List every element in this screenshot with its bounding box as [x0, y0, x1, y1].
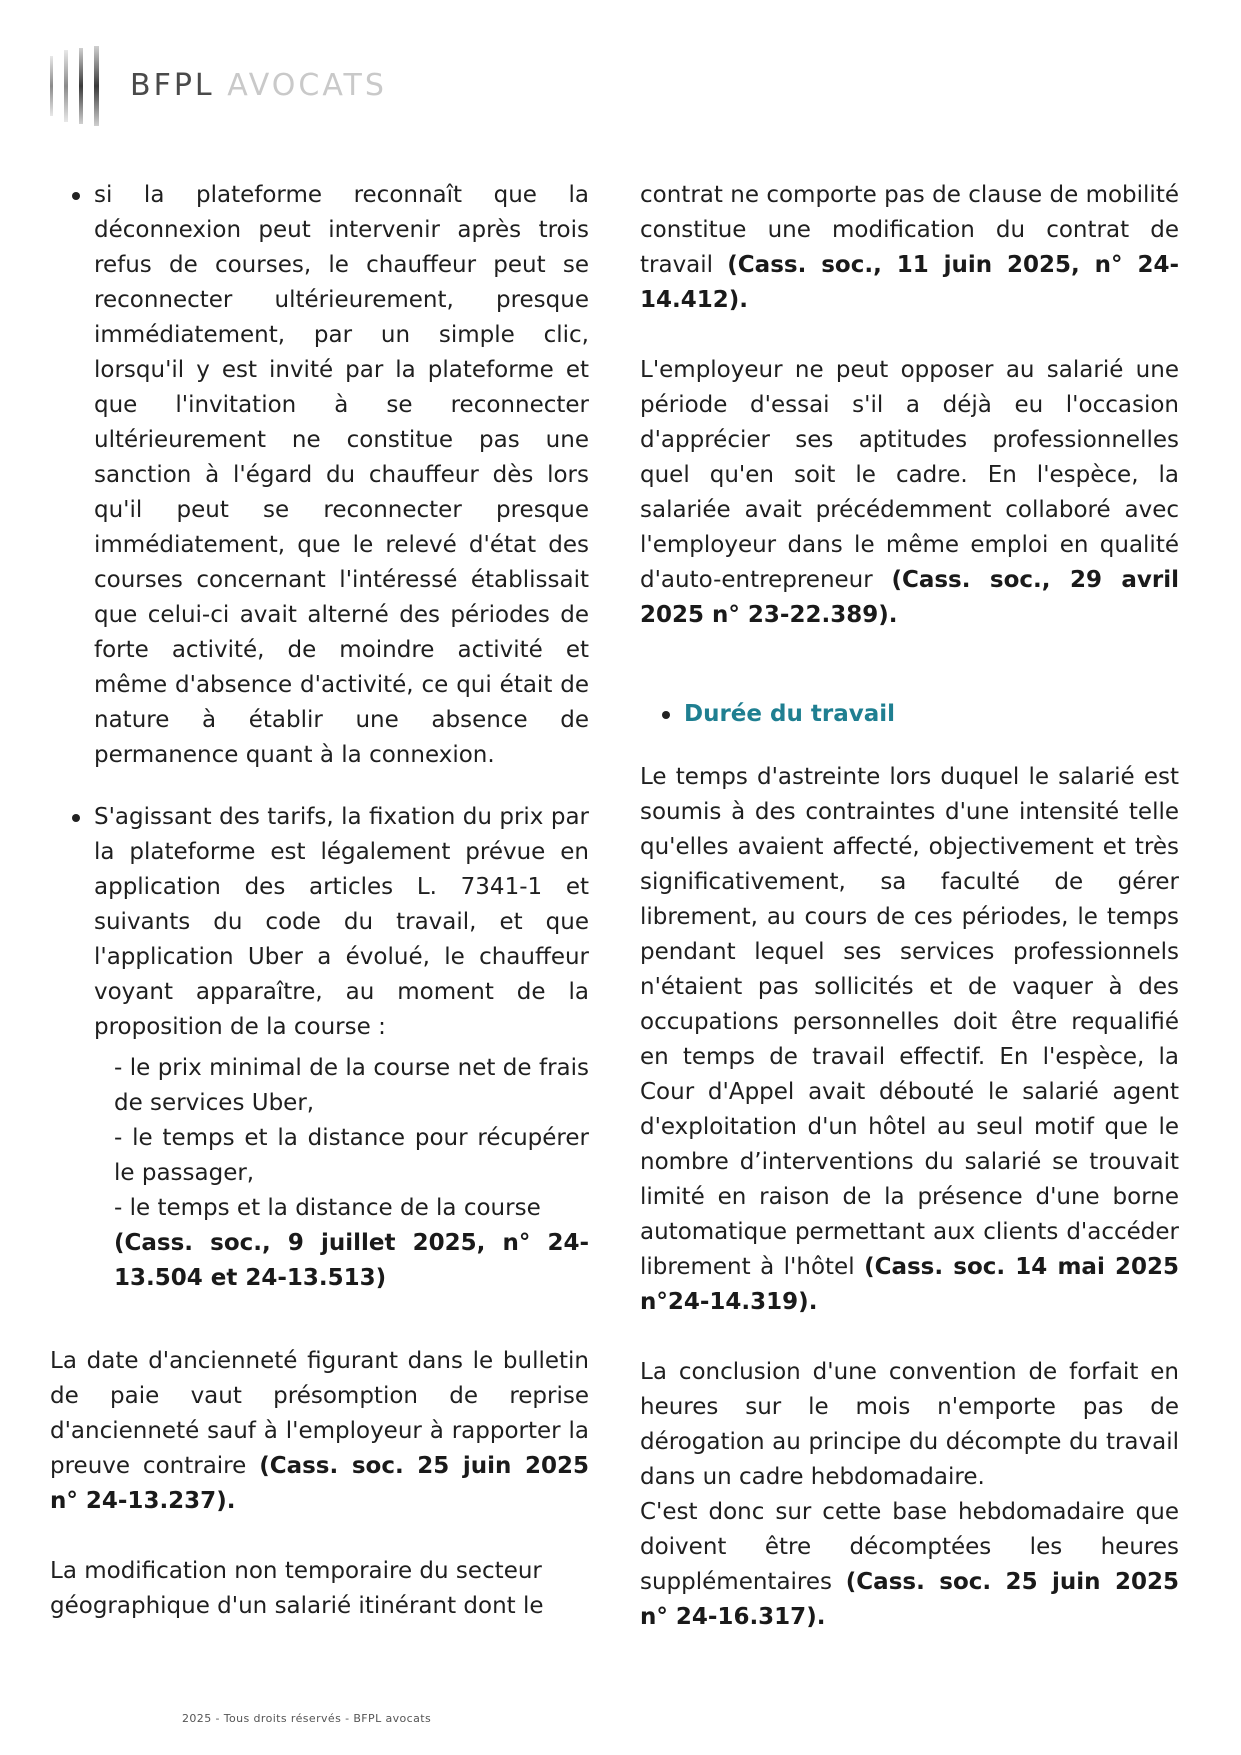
paragraph-mobilite-text: contrat ne comporte pas de clause de mobilité constitue une modification du contrat de travail [640, 182, 1179, 278]
logo-bars-icon [48, 46, 110, 126]
paragraph-mobilite [640, 178, 1179, 318]
sub-item-course: - le temps et la distance de la course [114, 1195, 541, 1221]
paragraph-secteur [50, 1554, 589, 1624]
sub-item-course-ref [114, 1226, 589, 1296]
logo-bfpl: BFPL [130, 68, 215, 103]
citation-heures-sup: (Cass. soc. 25 juin 2025 n° 24-16.317). [640, 1569, 1179, 1630]
citation-astreinte: (Cass. soc. 14 mai 2025 n°24-14.319). [640, 1254, 1179, 1315]
logo-avocats: AVOCATS [227, 68, 387, 103]
sub-item-passager: - le temps et la distance pour récupérer le passager, [114, 1125, 589, 1186]
citation-mobilite: (Cass. soc., 11 juin 2025, n° 24-14.412). [640, 252, 1180, 313]
right-column [640, 178, 1179, 1635]
left-column [50, 178, 589, 1624]
firm-logo [48, 46, 408, 126]
logo-wordmark [130, 68, 387, 103]
bullet-tarifs [50, 800, 589, 1045]
paragraph-heures-sup [640, 1495, 1179, 1635]
sub-item-prix: - le prix minimal de la course net de frais de services Uber, [114, 1055, 589, 1116]
tarifs-sublist [50, 1051, 589, 1296]
paragraph-anciennete [50, 1344, 589, 1519]
paragraph-forfait [640, 1355, 1179, 1495]
bullet-dot-icon [662, 711, 670, 719]
paragraph-heures-sup-text: C'est donc sur cette base hebdomadaire que doivent être décomptées les heures supplémentaires [640, 1499, 1179, 1595]
bullet-dot-icon [72, 192, 80, 200]
bullet-deconnexion-text: si la plateforme reconnaît que la déconnexion peut intervenir après trois refus de courses, le chauffeur peut se reconnecter ultérieurement, presque immédiatement, par un simple clic, lorsqu'il y est invité par la plateforme et que l'invitation à se reconnecter ultérieurement ne constitue pas une sanction à l'égard du chauffeur dès lors qu'il peut se reconnecter presque immédiatement, que le relevé d'état des courses concernant l'intéressé établissait que celui-ci avait alterné des périodes de forte activité, de moindre activité et même d'absence d'activité, ce qui était de nature à établir une absence de permanence quant à la connexion. [94, 182, 589, 768]
paragraph-astreinte-text: Le temps d'astreinte lors duquel le salarié est soumis à des contraintes d'une intensité telle qu'elles avaient affecté, objectivement et très significativement, sa faculté de gérer librement, au cours de ces périodes, le temps pendant lequel ses services professionnels n'étaient pas sollicités et de vaquer à des occupations personnelles doit être requalifié en temps de travail effectif. En l'espèce, la Cour d'Appel avait débouté le salarié agent d'exploitation d'un hôtel au seul motif que le nombre d’interventions du salarié se trouvait limité en raison de la présence d'une borne automatique permettant aux clients d'accéder librement à l'hôtel [640, 764, 1179, 1280]
section-duree-travail [640, 697, 1179, 732]
paragraph-anciennete-text: La date d'ancienneté figurant dans le bulletin de paie vaut présomption de reprise d'ancienneté sauf à l'employeur à rapporter la preuve contraire [50, 1348, 589, 1479]
citation-periode-essai: (Cass. soc., 29 avril 2025 n° 23-22.389). [640, 567, 1179, 628]
paragraph-forfait-text: La conclusion d'une convention de forfait en heures sur le mois n'emporte pas de dérogation au principe du décompte du travail dans un cadre hebdomadaire. [640, 1359, 1179, 1490]
uber-bullets [50, 178, 589, 1045]
page-footer: 2025 - Tous droits réservés - BFPL avocats [182, 1712, 432, 1725]
paragraph-periode-essai [640, 353, 1179, 633]
citation-anciennete: (Cass. soc. 25 juin 2025 n° 24-13.237). [50, 1453, 589, 1514]
bullet-tarifs-text: S'agissant des tarifs, la fixation du prix par la plateforme est légalement prévue en application des articles L. 7341-1 et suivants du code du travail, et que l'application Uber a évolué, le chauffeur voyant apparaître, au moment de la proposition de la course : [94, 804, 589, 1040]
section-duree-travail-title: Durée du travail [684, 701, 895, 727]
citation-uber: (Cass. soc., 9 juillet 2025, n° 24-13.504 et 24-13.513) [114, 1230, 589, 1291]
bullet-dot-icon [72, 814, 80, 822]
paragraph-astreinte [640, 760, 1179, 1320]
paragraph-secteur-text: La modification non temporaire du secteur géographique d'un salarié itinérant dont le [50, 1558, 544, 1619]
bullet-deconnexion [50, 178, 589, 773]
paragraph-periode-essai-text: L'employeur ne peut opposer au salarié une période d'essai s'il a déjà eu l'occasion d'apprécier ses aptitudes professionnelles quel qu'en soit le cadre. En l'espèce, la salariée avait précédemment collaboré avec l'employeur dans le même emploi en qualité d'auto-entrepreneur [640, 357, 1179, 593]
